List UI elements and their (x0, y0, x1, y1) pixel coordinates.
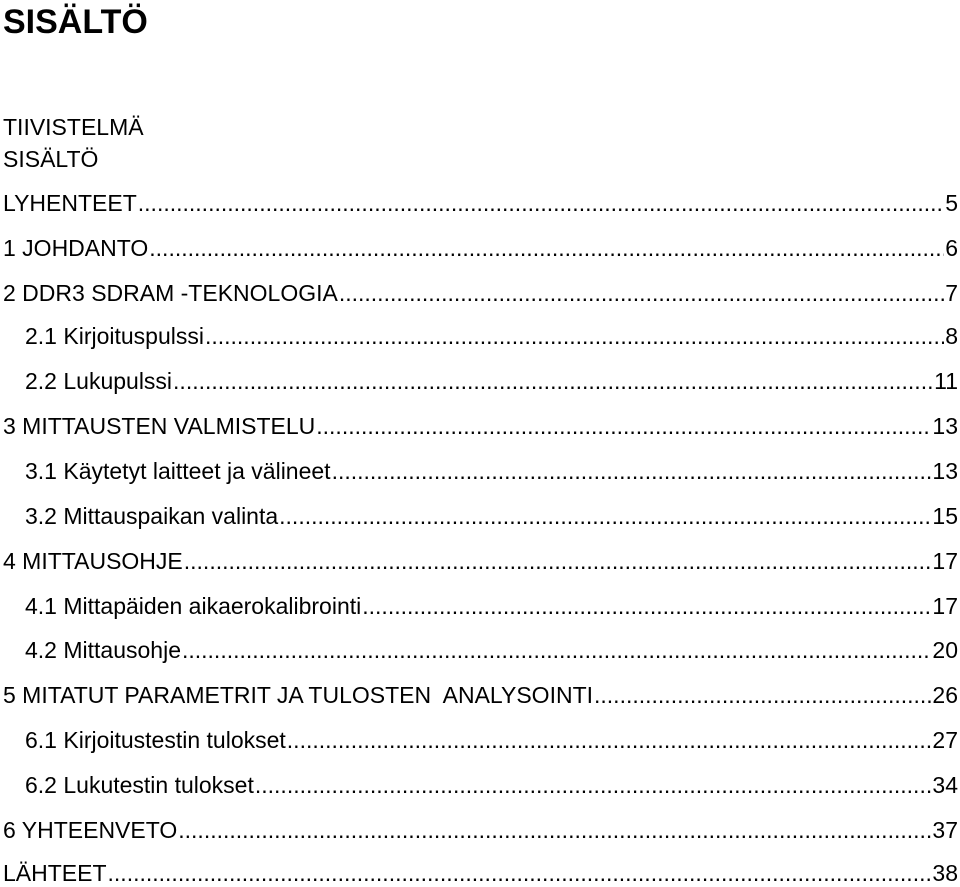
toc-entry[interactable] (3, 189, 960, 217)
toc-entry-label: 3.2 Mittauspaikan valinta (25, 503, 279, 529)
toc-entry-page: 11 (934, 368, 958, 394)
toc-dot-leader (178, 816, 931, 844)
toc-dot-leader (182, 636, 931, 664)
toc-entry[interactable] (3, 234, 960, 262)
toc-entry-page: 7 (945, 280, 958, 306)
toc-entry-label: 2.2 Lukupulssi (25, 368, 173, 394)
toc-entry[interactable] (3, 816, 960, 844)
toc-entry[interactable] (3, 547, 960, 575)
toc-entry-page: 38 (932, 860, 958, 886)
toc-entry[interactable] (25, 726, 960, 754)
toc-entry-label: 1 JOHDANTO (3, 235, 149, 261)
toc-entry-page: 26 (932, 682, 958, 708)
toc-entry-page: 27 (932, 727, 958, 753)
toc-entry-page: 13 (932, 413, 958, 439)
toc-dot-leader (287, 726, 932, 754)
toc-entry[interactable] (25, 322, 960, 350)
toc-entry[interactable] (3, 859, 960, 887)
toc-entry-label: 4.2 Mittausohje (25, 637, 181, 663)
toc-entry[interactable] (25, 457, 960, 485)
toc-dot-leader (279, 502, 931, 530)
toc-entry-page: 17 (932, 548, 958, 574)
toc-entry-label: 6.2 Lukutestin tulokset (25, 772, 254, 798)
toc-entry-page: 13 (932, 458, 958, 484)
toc-entry-page: 8 (945, 323, 958, 349)
toc-entry-label: 6 YHTEENVETO (3, 817, 178, 843)
toc-dot-leader (138, 189, 944, 217)
toc-entry[interactable] (25, 636, 960, 664)
toc-entry-label: 6.1 Kirjoitustestin tulokset (25, 727, 286, 753)
toc-dot-leader (255, 771, 932, 799)
toc-entry-label: 3.1 Käytetyt laitteet ja välineet (25, 458, 331, 484)
toc-entry[interactable] (25, 771, 960, 799)
toc-dot-leader (594, 681, 931, 709)
toc-entry-label: LYHENTEET (3, 190, 137, 216)
toc-dot-leader (184, 547, 932, 575)
toc-entry[interactable] (3, 681, 960, 709)
toc-entry-label: 2.1 Kirjoituspulssi (25, 323, 204, 349)
page-title: SISÄLTÖ (3, 3, 148, 41)
toc-heading-tiivistelma: TIIVISTELMÄ (3, 114, 144, 140)
toc-dot-leader (149, 234, 944, 262)
toc-entry[interactable] (3, 412, 960, 440)
toc-entry-label: 4 MITTAUSOHJE (3, 548, 183, 574)
toc-entry-label: LÄHTEET (3, 860, 107, 886)
toc-dot-leader (362, 592, 931, 620)
toc-dot-leader (173, 367, 933, 395)
toc-entry-page: 17 (932, 593, 958, 619)
toc-entry-page: 5 (945, 190, 958, 216)
toc-dot-leader (332, 457, 932, 485)
toc-heading-sisalto: SISÄLTÖ (3, 146, 99, 172)
toc-entry[interactable] (3, 279, 960, 307)
toc-dot-leader (108, 859, 932, 887)
toc-entry-label: 2 DDR3 SDRAM -TEKNOLOGIA (3, 280, 338, 306)
toc-entry[interactable] (25, 367, 960, 395)
toc-entry-label: 3 MITTAUSTEN VALMISTELU (3, 413, 316, 439)
toc-dot-leader (205, 322, 944, 350)
toc-entry-page: 6 (945, 235, 958, 261)
toc-entry[interactable] (25, 592, 960, 620)
toc-entry-page: 34 (932, 772, 958, 798)
toc-entry-page: 37 (932, 817, 958, 843)
toc-dot-leader (339, 279, 944, 307)
toc-dot-leader (316, 412, 931, 440)
toc-entry-label: 5 MITATUT PARAMETRIT JA TULOSTEN ANALYSOINTI (3, 682, 594, 708)
toc-entry-label: 4.1 Mittapäiden aikaerokalibrointi (25, 593, 362, 619)
toc-entry-page: 20 (932, 637, 958, 663)
toc-entry[interactable] (25, 502, 960, 530)
toc-entry-page: 15 (932, 503, 958, 529)
